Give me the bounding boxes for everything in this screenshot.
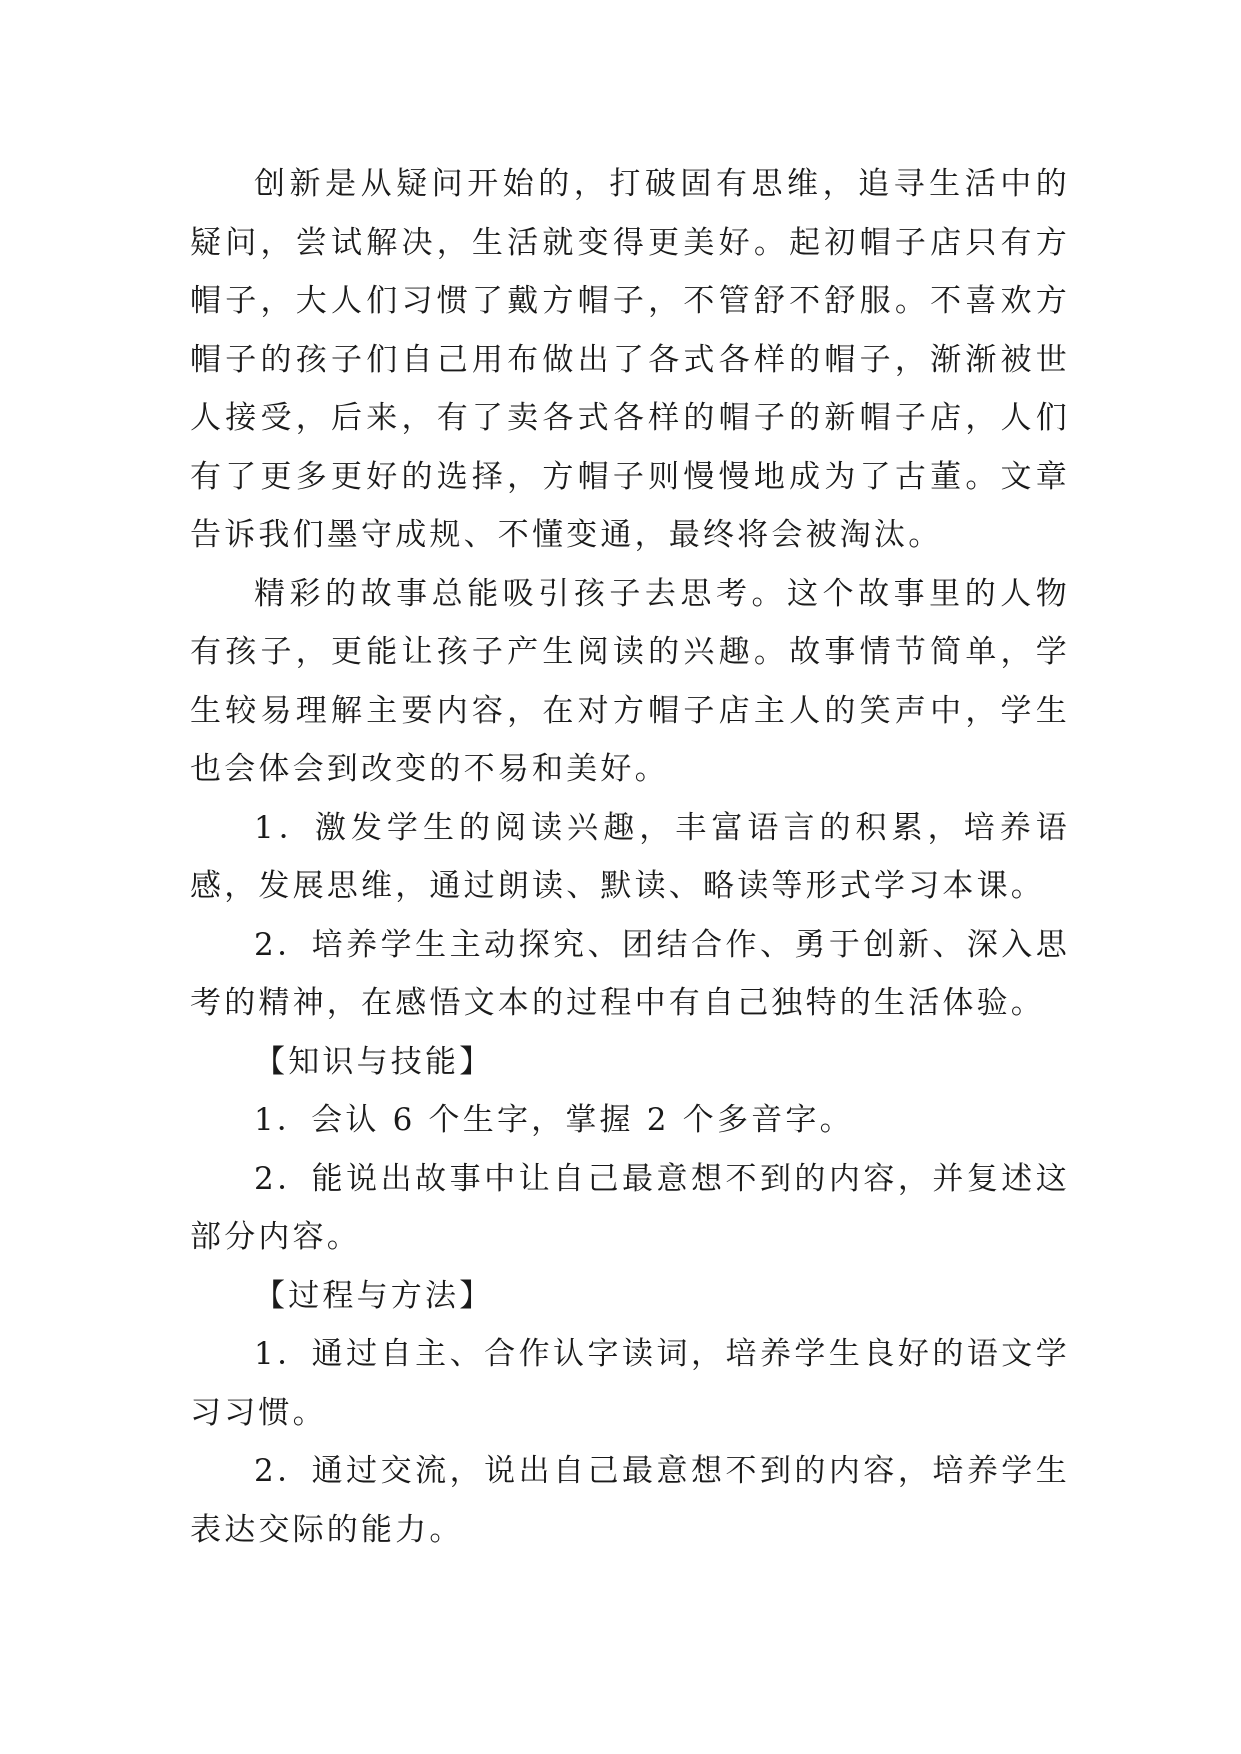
knowledge-item-1: 1．会认 6 个生字，掌握 2 个多音字。 [254, 1102, 854, 1138]
paragraph-innovation-summary: 创新是从疑问开始的，打破固有思维，追寻生活中的疑问，尝试解决，生活就变得更美好。起初帽子店只有方帽子，大人们习惯了戴方帽子，不管舒不舒服。不喜欢方帽子的孩子们自己用布做出了各式各样的帽子，渐渐被世人接受，后来，有了卖各式各样的帽子的新帽子店，人们有了更多更好的选择，方帽子则慢慢地成为了古董。文章告诉我们墨守成规、不懂变通，最终将会被淘汰。 [190, 166, 1070, 553]
process-item-2: 2．通过交流，说出自己最意想不到的内容，培养学生表达交际的能力。 [190, 1453, 1070, 1548]
section-heading-knowledge-skills: 【知识与技能】 [254, 1043, 494, 1080]
objective-1-reading-interest: 1．激发学生的阅读兴趣，丰富语言的积累，培养语感，发展思维，通过朗读、默读、略读等形式学习本课。 [190, 809, 1070, 904]
paragraph-story-appeal: 精彩的故事总能吸引孩子去思考。这个故事里的人物有孩子，更能让孩子产生阅读的兴趣。故事情节简单，学生较易理解主要内容，在对方帽子店主人的笑声中，学生也会体会到改变的不易和美好。 [190, 575, 1070, 787]
objective-2-inquiry-spirit: 2．培养学生主动探究、团结合作、勇于创新、深入思考的精神，在感悟文本的过程中有自己独特的生活体验。 [190, 926, 1070, 1021]
process-item-1: 1．通过自主、合作认字读词，培养学生良好的语文学习习惯。 [190, 1336, 1070, 1431]
document-body [190, 155, 1070, 1559]
section-heading-process-methods: 【过程与方法】 [254, 1277, 494, 1314]
knowledge-item-2: 2．能说出故事中让自己最意想不到的内容，并复述这部分内容。 [190, 1160, 1070, 1255]
